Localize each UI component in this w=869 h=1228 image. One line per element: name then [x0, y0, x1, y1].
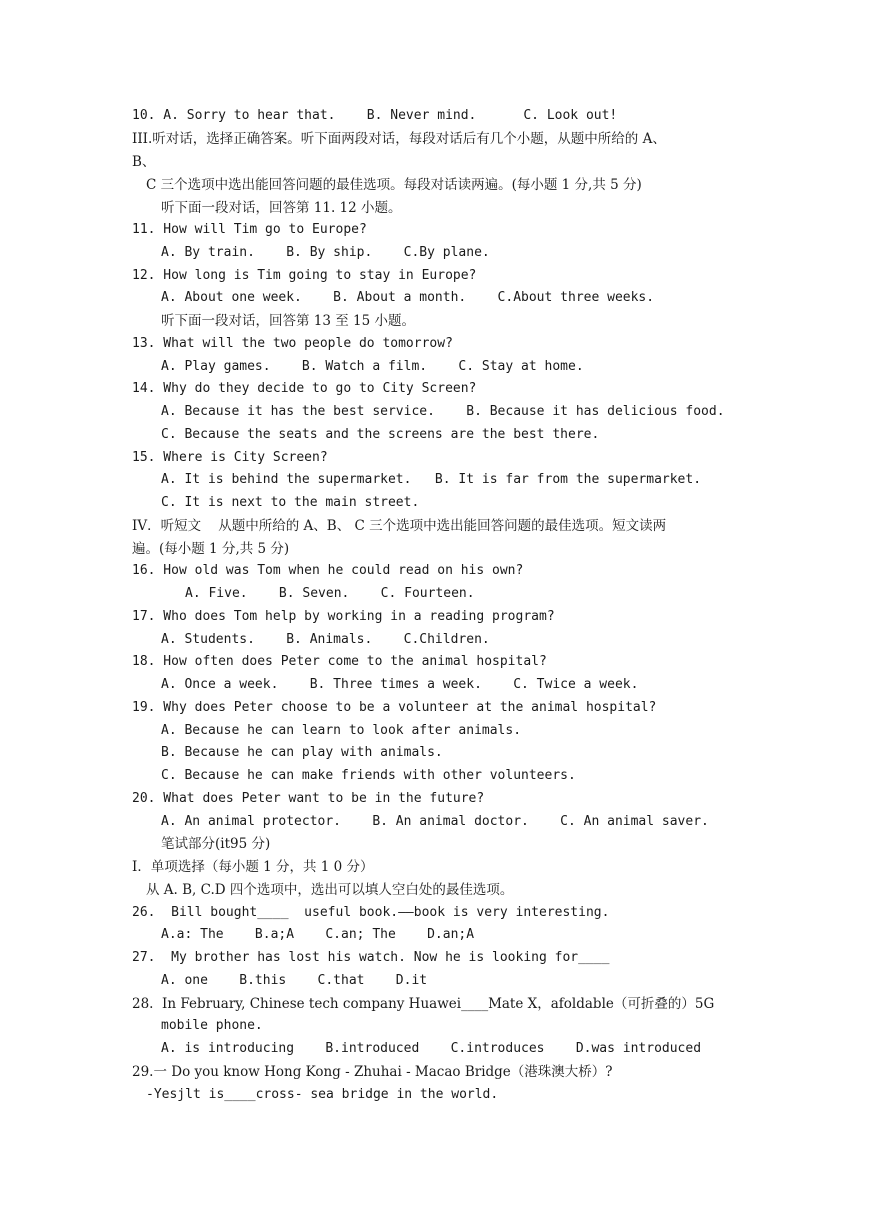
question-14-options-ab: A. Because it has the best service. B. Because it has delicious food.	[161, 404, 725, 419]
listening-q10: 10. A. Sorry to hear that. B. Never mind. C. Look out!	[132, 108, 618, 123]
question-17-options: A. Students. B. Animals. C.Children.	[161, 632, 490, 647]
question-28: 28. In February, Chinese tech company Huawei____Mate X，afoldable（可折叠的）5G	[132, 996, 715, 1012]
section-iii-instructions: C 三个选项中选出能回答问题的最佳选项。每段对话读两遍。(每小题 1 分,共 5 分)	[146, 177, 642, 193]
question-19-option-b: B. Because he can play with animals.	[161, 745, 443, 760]
dialogue-2-note: 听下面一段对话，回答第 13 至 15 小题。	[161, 313, 416, 329]
question-12-options: A. About one week. B. About a month. C.About three weeks.	[161, 290, 655, 305]
question-13: 13. What will the two people do tomorrow?	[132, 336, 453, 351]
question-11-options: A. By train. B. By ship. C.By plane.	[161, 245, 490, 260]
question-15-option-c: C. It is next to the main street.	[161, 495, 420, 510]
question-20: 20. What does Peter want to be in the future?	[132, 791, 485, 806]
question-28-options: A. is introducing B.introduced C.introduces D.was introduced	[161, 1041, 702, 1056]
question-14: 14. Why do they decide to go to City Screen?	[132, 381, 477, 396]
dialogue-1-note: 听下面一段对话，回答第 11. 12 小题。	[161, 200, 402, 216]
question-26: 26. Bill bought____ useful book.——book is very interesting.	[132, 905, 610, 920]
question-16-options: A. Five. B. Seven. C. Fourteen.	[185, 586, 475, 601]
question-18: 18. How often does Peter come to the animal hospital?	[132, 654, 547, 669]
question-12: 12. How long is Tim going to stay in Europe?	[132, 268, 477, 283]
question-11: 11. How will Tim go to Europe?	[132, 222, 367, 237]
question-29-reply: -Yesjlt is____cross- sea bridge in the world.	[146, 1087, 499, 1102]
question-15-options-ab: A. It is behind the supermarket. B. It is far from the supermarket.	[161, 472, 702, 487]
section-i-instructions: 从 A. B, C.D 四个选项中，选出可以填人空白处的晸佳选项。	[146, 882, 514, 898]
question-19-option-c: C. Because he can make friends with other volunteers.	[161, 768, 576, 783]
question-13-options: A. Play games. B. Watch a film. C. Stay at home.	[161, 359, 584, 374]
question-27-options: A. one B.this C.that D.it	[161, 973, 428, 988]
question-20-options: A. An animal protector. B. An animal doctor. C. An animal saver.	[161, 814, 709, 829]
question-16: 16. How old was Tom when he could read on his own?	[132, 563, 524, 578]
question-18-options: A. Once a week. B. Three times a week. C. Twice a week.	[161, 677, 639, 692]
question-19-option-a: A. Because he can learn to look after animals.	[161, 723, 522, 738]
question-29: 29.一 Do you know Hong Kong - Zhuhai - Macao Bridge（港珠澳大桥）?	[132, 1064, 613, 1080]
question-15: 15. Where is City Screen?	[132, 450, 328, 465]
question-19: 19. Why does Peter choose to be a volunteer at the animal hospital?	[132, 700, 657, 715]
section-iii-heading-cont: B、	[132, 154, 156, 170]
question-14-option-c: C. Because the seats and the screens are the best there.	[161, 427, 600, 442]
question-26-options: A.a: The B.a;A C.an; The D.an;A	[161, 927, 475, 942]
written-part-heading: 笔试部分(it95 分)	[161, 836, 271, 852]
section-iv-heading-cont: 遍。(每小题 1 分,共 5 分)	[132, 541, 290, 557]
question-28-cont: mobile phone.	[161, 1018, 263, 1033]
question-27: 27. My brother has lost his watch. Now he is looking for____	[132, 950, 610, 965]
question-17: 17. Who does Tom help by working in a reading program?	[132, 609, 555, 624]
section-i-heading: I．单项选择（每小题 1 分，共 1 0 分）	[132, 859, 374, 875]
section-iii-heading: III.听对话，选择正确答案。听下面两段对话，每段对话后有几个小题，从题中所给的 A、	[132, 131, 666, 147]
section-iv-heading: IV．听短文 从题中所给的 A、B、 C 三个选项中选出能回答问题的最佳选项。短文读两	[132, 518, 667, 534]
